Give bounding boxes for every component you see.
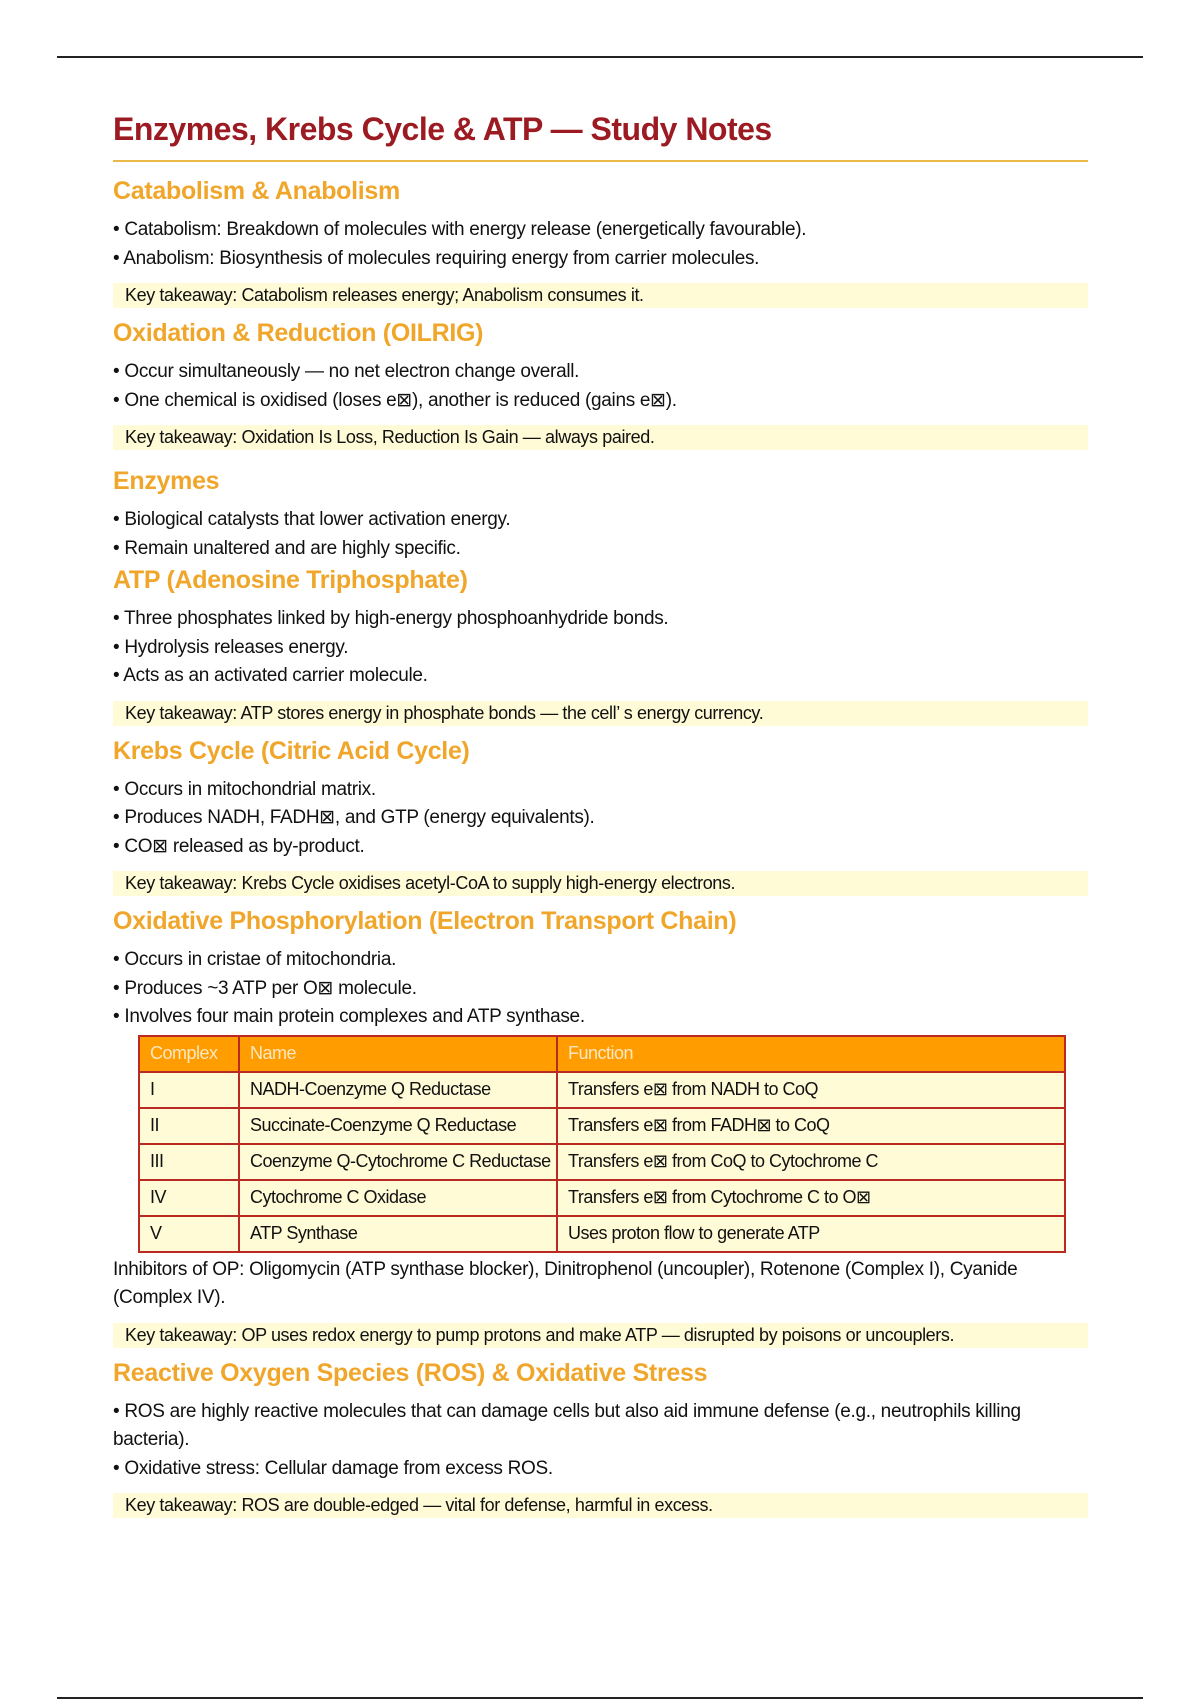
- cell-name: NADH-Coenzyme Q Reductase: [239, 1072, 557, 1108]
- page-bottom-rule: [57, 1697, 1143, 1699]
- bullet-item: • CO⊠ released as by-product.: [113, 833, 1088, 862]
- bullet-item: • Three phosphates linked by high-energy phosphoanhydride bonds.: [113, 605, 1088, 634]
- cell-function: Transfers e⊠ from NADH to CoQ: [557, 1072, 1065, 1108]
- section-heading: Oxidation & Reduction (OILRIG): [113, 319, 484, 348]
- table-row: [139, 1216, 1065, 1252]
- key-takeaway: Key takeaway: ROS are double-edged — vital for defense, harmful in excess.: [113, 1493, 1088, 1518]
- bullet-item: • Remain unaltered and are highly specific.: [113, 535, 1088, 564]
- section-heading: Reactive Oxygen Species (ROS) & Oxidative Stress: [113, 1358, 708, 1387]
- table-row: [139, 1108, 1065, 1144]
- page-top-rule: [57, 56, 1143, 58]
- bullet-list: [113, 358, 1088, 415]
- bullet-item: • Produces ~3 ATP per O⊠ molecule.: [113, 975, 1088, 1004]
- cell-name: Succinate-Coenzyme Q Reductase: [239, 1108, 557, 1144]
- table-header-row: [139, 1036, 1065, 1072]
- bullet-item: • One chemical is oxidised (loses e⊠), another is reduced (gains e⊠).: [113, 387, 1088, 416]
- key-takeaway: Key takeaway: OP uses redox energy to pump protons and make ATP — disrupted by poisons or uncouplers.: [113, 1323, 1088, 1348]
- key-takeaway: Key takeaway: Oxidation Is Loss, Reduction Is Gain — always paired.: [113, 425, 1088, 450]
- cell-function: Transfers e⊠ from CoQ to Cytochrome C: [557, 1144, 1065, 1180]
- bullet-item: • Anabolism: Biosynthesis of molecules requiring energy from carrier molecules.: [113, 245, 1088, 274]
- column-header-complex: Complex: [139, 1036, 239, 1072]
- bullet-item: • ROS are highly reactive molecules that can damage cells but also aid immune defense (e.g., neutrophils killing bacteria).: [113, 1398, 1088, 1455]
- etc-complex-table: [138, 1035, 1066, 1253]
- document-body: [113, 110, 1088, 1526]
- cell-complex: V: [139, 1216, 239, 1252]
- section-heading: Catabolism & Anabolism: [113, 177, 400, 206]
- column-header-function: Function: [557, 1036, 1065, 1072]
- table-row: [139, 1072, 1065, 1108]
- section-oxidation-reduction: [113, 318, 1088, 450]
- cell-name: ATP Synthase: [239, 1216, 557, 1252]
- bullet-item: • Occurs in mitochondrial matrix.: [113, 776, 1088, 805]
- key-takeaway: Key takeaway: Krebs Cycle oxidises acetyl-CoA to supply high-energy electrons.: [113, 871, 1088, 896]
- bullet-item: • Occur simultaneously — no net electron change overall.: [113, 358, 1088, 387]
- cell-complex: III: [139, 1144, 239, 1180]
- table-row: [139, 1144, 1065, 1180]
- cell-name: Cytochrome C Oxidase: [239, 1180, 557, 1216]
- section-ros-oxidative-stress: [113, 1358, 1088, 1519]
- section-heading: ATP (Adenosine Triphosphate): [113, 566, 468, 595]
- section-oxidative-phosphorylation: [113, 906, 1088, 1348]
- cell-function: Transfers e⊠ from Cytochrome C to O⊠: [557, 1180, 1065, 1216]
- bullet-item: • Hydrolysis releases energy.: [113, 634, 1088, 663]
- inhibitors-note: Inhibitors of OP: Oligomycin (ATP synthase blocker), Dinitrophenol (uncoupler), Rotenone (Complex I), Cyanide (Complex IV).: [113, 1258, 1018, 1309]
- bullet-item: • Acts as an activated carrier molecule.: [113, 662, 1088, 691]
- section-heading: Oxidative Phosphorylation (Electron Transport Chain): [113, 907, 737, 936]
- bullet-item: • Occurs in cristae of mitochondria.: [113, 946, 1088, 975]
- section-atp: [113, 565, 1088, 726]
- bullet-list: [113, 605, 1088, 691]
- section-enzymes: [113, 466, 1088, 563]
- table-row: [139, 1180, 1065, 1216]
- cell-function: Uses proton flow to generate ATP: [557, 1216, 1065, 1252]
- cell-function: Transfers e⊠ from FADH⊠ to CoQ: [557, 1108, 1065, 1144]
- bullet-item: • Oxidative stress: Cellular damage from excess ROS.: [113, 1455, 1088, 1484]
- bullet-list: [113, 1398, 1088, 1484]
- bullet-list: [113, 216, 1088, 273]
- cell-complex: IV: [139, 1180, 239, 1216]
- cell-complex: I: [139, 1072, 239, 1108]
- key-takeaway: Key takeaway: ATP stores energy in phosphate bonds — the cell’ s energy currency.: [113, 701, 1088, 726]
- bullet-item: • Catabolism: Breakdown of molecules with energy release (energetically favourable).: [113, 216, 1088, 245]
- bullet-item: • Produces NADH, FADH⊠, and GTP (energy equivalents).: [113, 804, 1088, 833]
- bullet-item: • Biological catalysts that lower activation energy.: [113, 506, 1088, 535]
- bullet-list: [113, 776, 1088, 862]
- cell-complex: II: [139, 1108, 239, 1144]
- bullet-list: [113, 506, 1088, 563]
- section-heading: Enzymes: [113, 467, 220, 496]
- page-title: Enzymes, Krebs Cycle & ATP — Study Notes: [113, 110, 1088, 162]
- bullet-item: • Involves four main protein complexes and ATP synthase.: [113, 1003, 1088, 1032]
- section-heading: Krebs Cycle (Citric Acid Cycle): [113, 736, 470, 765]
- section-krebs-cycle: [113, 736, 1088, 897]
- section-catabolism-anabolism: [113, 176, 1088, 308]
- bullet-list: [113, 946, 1088, 1032]
- cell-name: Coenzyme Q-Cytochrome C Reductase: [239, 1144, 557, 1180]
- column-header-name: Name: [239, 1036, 557, 1072]
- key-takeaway: Key takeaway: Catabolism releases energy; Anabolism consumes it.: [113, 283, 1088, 308]
